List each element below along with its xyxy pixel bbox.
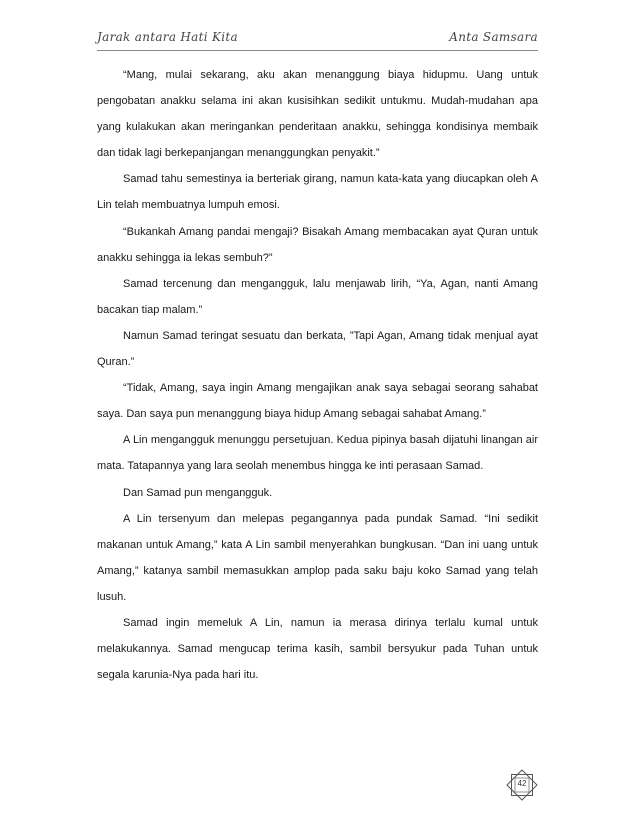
page-header	[97, 30, 538, 52]
book-title: Jarak antara Hati Kita	[97, 30, 238, 44]
paragraph: Namun Samad teringat sesuatu dan berkata, ”Tapi Agan, Amang tidak menjual ayat Quran.”	[97, 329, 538, 369]
page-number-badge	[506, 769, 538, 801]
page-number: 42	[517, 779, 527, 788]
paragraph: Samad tahu semestinya ia berteriak girang, namun kata-kata yang diucapkan oleh A Lin telah membuatnya lumpuh emosi.	[97, 173, 538, 212]
paragraph: “Tidak, Amang, saya ingin Amang mengajikan anak saya sebagai seorang sahabat saya. Dan saya pun menanggung biaya hidup Amang sebagai sahabat Amang.”	[97, 382, 538, 421]
author-name: Anta Samsara	[449, 30, 538, 44]
paragraph: A Lin tersenyum dan melepas pegangannya pada pundak Samad. “Ini sedikit makanan untuk Amang,” kata A Lin sambil menyerahkan bungkusan. “Dan ini uang untuk Amang,” katanya sambil memasukkan amplop pada saku baju koko Samad yang telah lusuh.	[97, 512, 538, 603]
paragraph: A Lin mengangguk menunggu persetujuan. Kedua pipinya basah dijatuhi linangan air mata. Tatapannya yang lara seolah menembus hingga ke inti perasaan Samad.	[97, 434, 538, 473]
paragraph: “Mang, mulai sekarang, aku akan menanggung biaya hidupmu. Uang untuk pengobatan anakku selama ini akan kusisihkan sedikit untukmu. Mudah-mudahan apa yang kulakukan akan meringankan penderitaan anakku, sehingga kondisinya membaik dan tidak lagi berkepanjangan menanggungkan penyakit.”	[97, 69, 538, 160]
paragraph: Dan Samad pun mengangguk.	[123, 486, 273, 499]
paragraph: Samad tercenung dan mengangguk, lalu menjawab lirih, “Ya, Agan, nanti Amang bacakan tiap malam.”	[97, 277, 538, 316]
body-text	[97, 62, 538, 688]
header-divider	[97, 50, 538, 51]
paragraph: “Bukankah Amang pandai mengaji? Bisakah Amang membacakan ayat Quran untuk anakku sehingga ia lekas sembuh?”	[97, 225, 538, 264]
paragraph: Samad ingin memeluk A Lin, namun ia merasa dirinya terlalu kumal untuk melakukannya. Samad mengucap terima kasih, sambil bersyukur pada Tuhan untuk segala karunia-Nya pada hari itu.	[97, 616, 538, 682]
